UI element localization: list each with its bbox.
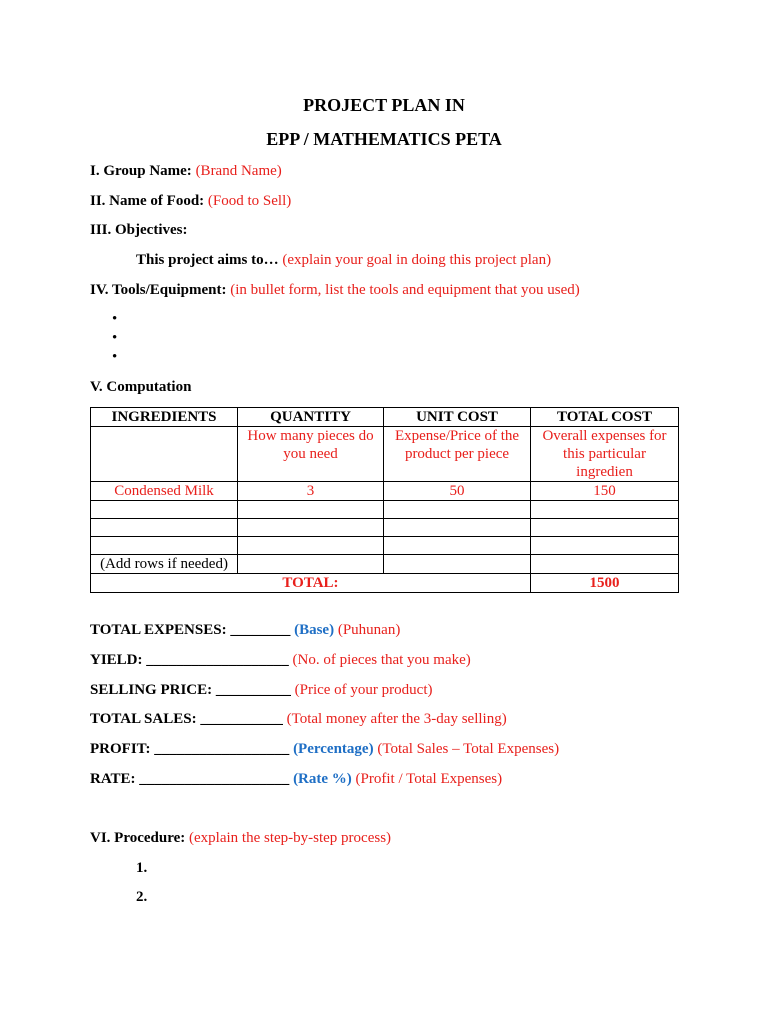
summary-label: YIELD: ___________________ [90, 652, 289, 668]
tools-hint: (in bullet form, list the tools and equipment that you used) [230, 282, 580, 298]
quantity-description: How many pieces do you need [238, 427, 384, 482]
summary-tag: (Rate %) [293, 771, 352, 787]
table-header-row [91, 408, 679, 427]
table-cell [238, 501, 384, 519]
table-cell: 150 [531, 482, 679, 501]
table-cell [531, 519, 679, 537]
food-name-label: II. Name of Food: [90, 193, 205, 209]
table-row [91, 555, 679, 574]
summary-yield [90, 651, 471, 669]
summary-rate [90, 770, 502, 788]
unit-cost-description: Expense/Price of the product per piece [384, 427, 531, 482]
tools-bullet: • [112, 349, 118, 365]
table-cell: 50 [384, 482, 531, 501]
summary-hint: (Profit / Total Expenses) [355, 771, 503, 787]
table-row [91, 501, 679, 519]
table-cell [91, 501, 238, 519]
objectives-hint: (explain your goal in doing this project plan) [282, 252, 552, 268]
tools-bullet: • [112, 330, 118, 346]
table-cell: Condensed Milk [91, 482, 238, 501]
objectives-line [136, 251, 551, 269]
table-description-row [91, 427, 679, 482]
title-line-2: EPP / MATHEMATICS PETA [266, 129, 502, 149]
table-cell [384, 555, 531, 574]
procedure-hint: (explain the step-by-step process) [189, 830, 392, 846]
table-cell [91, 427, 238, 482]
computation-label: V. Computation [90, 379, 192, 395]
food-name-line [90, 192, 291, 210]
table-cell [531, 555, 679, 574]
header-ingredients: INGREDIENTS [91, 408, 238, 427]
objectives-lead: This project aims to… [136, 252, 279, 268]
summary-hint: (Total money after the 3-day selling) [286, 711, 507, 727]
tools-label: IV. Tools/Equipment: [90, 282, 227, 298]
summary-profit [90, 740, 559, 758]
summary-selling-price [90, 681, 432, 699]
table-row [91, 537, 679, 555]
table-cell [238, 555, 384, 574]
summary-total-expenses [90, 621, 400, 639]
procedure-line [90, 829, 391, 847]
summary-total-sales [90, 710, 507, 728]
summary-label: TOTAL SALES: ___________ [90, 711, 283, 727]
table-cell: (Add rows if needed) [91, 555, 238, 574]
table-cell [91, 519, 238, 537]
total-value: 1500 [531, 574, 679, 593]
procedure-step: 2. [136, 889, 148, 905]
table-total-row [91, 574, 679, 593]
summary-tag: (Base) [294, 622, 335, 638]
total-label: TOTAL: [91, 574, 531, 593]
group-name-line [90, 162, 282, 180]
table-cell [91, 537, 238, 555]
header-total-cost: TOTAL COST [531, 408, 679, 427]
tools-line [90, 281, 580, 299]
computation-table [90, 407, 679, 593]
table-cell [384, 519, 531, 537]
table-row [91, 482, 679, 501]
table-cell [238, 537, 384, 555]
summary-label: SELLING PRICE: __________ [90, 682, 291, 698]
header-unit-cost: UNIT COST [384, 408, 531, 427]
total-cost-description: Overall expenses for this particular ingredien [531, 427, 679, 482]
table-cell [531, 537, 679, 555]
group-name-label: I. Group Name: [90, 163, 192, 179]
table-row [91, 519, 679, 537]
summary-hint: (No. of pieces that you make) [292, 652, 471, 668]
procedure-label: VI. Procedure: [90, 830, 186, 846]
header-quantity: QUANTITY [238, 408, 384, 427]
table-cell [384, 537, 531, 555]
objectives-label: III. Objectives: [90, 222, 188, 238]
food-name-hint: (Food to Sell) [207, 193, 292, 209]
summary-hint: (Price of your product) [294, 682, 433, 698]
table-cell [531, 501, 679, 519]
procedure-step: 1. [136, 860, 148, 876]
summary-label: TOTAL EXPENSES: ________ [90, 622, 291, 638]
table-cell: 3 [238, 482, 384, 501]
summary-tag: (Percentage) [293, 741, 374, 757]
table-cell [238, 519, 384, 537]
table-cell [384, 501, 531, 519]
group-name-hint: (Brand Name) [195, 163, 282, 179]
title-line-1: PROJECT PLAN IN [303, 95, 465, 115]
summary-hint: (Puhunan) [337, 622, 401, 638]
summary-label: RATE: ____________________ [90, 771, 290, 787]
tools-bullet: • [112, 311, 118, 327]
summary-label: PROFIT: __________________ [90, 741, 290, 757]
summary-hint: (Total Sales – Total Expenses) [377, 741, 560, 757]
